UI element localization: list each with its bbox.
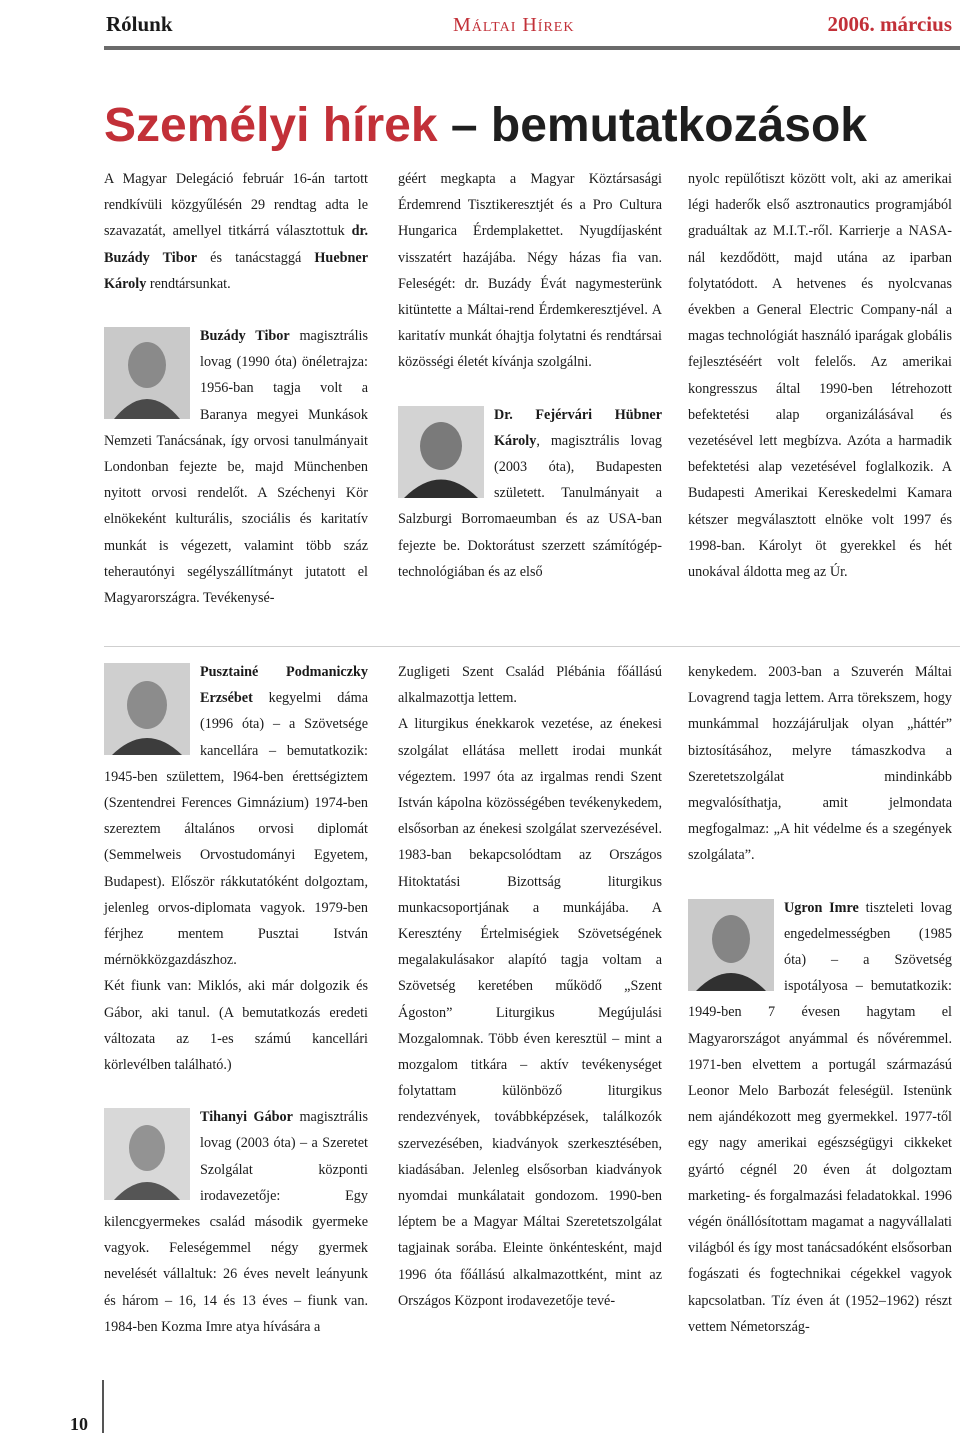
portrait-photo-ugron	[688, 899, 774, 991]
paragraph-continued: nyolc repülőtiszt között volt, aki az amerikai légi haderők első asztronautics programjából graduáltak az M.I.T.-ről. Karrierje a NASA-nál kezdődött, majd utána az iparban folytatódott. A hetvenes és nyolcvanas években a General Electric Company-nál a magas technológiát használó iparágak globális fejlesztéséért volt felelős. Az amerikai kongresszus által 1990-ben létrehozott befektetési alap organizálásával és vezetésével lett megbízva. Azóta a harmadik befektetési alap vezetésével foglalkozik. A Budapesti Amerikai Kereskedelmi Kamara kétszer megválasztott elnöke volt 1997 és 1998-ban. Károlyt öt gyerekkel és hét unokával áldotta meg az Úr.	[688, 171, 952, 581]
page-number: 10	[70, 1414, 88, 1433]
bio-text: kegyelmi dáma (1996 óta) – a Szövetsége kancellára – bemutatkozik: 1945-ben születtem, l964-ben érettségiztem (Szentendrei Ferences Gimnázium) 1974-ben szereztem általános orvosi diplomát (Semmelweis Orvostudományi Egyetem, Budapest). Először rákkutatóként dolgoztam, jelenleg orvos-diplomata vagyok. 1979-ben férjhez mentem Pusztai István mérnökközgazdászhoz.	[104, 690, 368, 969]
intro-name-2: Huebner Károly	[104, 249, 368, 292]
title-part-2: – bemutatkozások	[437, 99, 867, 152]
paragraph-continued: Zugligeti Szent Család Plébánia főállású alkalmazottja lettem.	[398, 664, 662, 707]
bottom-column-3	[688, 659, 952, 1340]
intro-text-2: és tanácstaggá	[197, 249, 315, 266]
article-title	[104, 98, 867, 153]
intro-name-1: dr. Buzády Tibor	[104, 223, 368, 266]
top-column-1	[104, 166, 368, 611]
footer-rule-vertical	[102, 1380, 104, 1433]
paragraph: A liturgikus énekkarok vezetése, az énekesi szolgálat ellátása mellett irodai munkát végeztem. 1997 óta az irgalmas rendi Szent István kápolna közösségében tevékenykedem, elsősorban az énekesi szolgálat szervezésével. 1983-ban bekapcsolódtam az Országos Hitoktatási Bizottság liturgikus munkacsoportjának a munkájába. A Keresztény Értelmiségiek Szövetségének megalakulásakor alapító tagja voltam a Szövetség keretében működő „Szent Ágoston” Liturgikus Megújulási Mozgalomnak. Több éven keresztül – mint a mozgalom titkára – aktív tevékenységet folytattam különböző liturgikus rendezvények, továbbképzések, találkozók szervezésében, kiadványok szerkesztésében, kiadásában. Jelenleg elsősorban kiadványok nyomdai munkálatait gondozom. 1990-ben léptem be a Magyar Máltai Szeretetszolgálat tagjainak sorába. Eleinte önkéntesként, majd 1996 óta főállású alkalmazottként, mint az Országos Központ irodavezetője tevé-	[398, 716, 662, 1309]
bio-name: Tihanyi Gábor	[200, 1109, 293, 1126]
portrait-photo-tihanyi	[104, 1108, 190, 1200]
bottom-column-2	[398, 659, 662, 1314]
header-rule	[104, 46, 960, 50]
bio-text: , magisztrális lovag (2003 óta), Budapesten született. Tanulmányait a Salzburgi Borromaeumban és az USA-ban fejezte be. Doktorátust szerzett számítógép-technológiában és az első	[398, 432, 662, 580]
bio-text: tiszteleti lovag engedelmességben (1985 óta) – a Szövetség ispotályosa – bemutatkozik: 1949-ben 7 évesen hagytam el Magyarországot anyámmal és nővéremmel. 1971-ben elvettem a portugál származású Leonor Melo Barbozát feleségül. Istenünk nem ajándékozott meg gyermekkel. 1977-től egy nagy amerikai egészségügyi cikkeket gyártó cégnél 20 éven át dolgoztam marketing- és forgalmazási feladatokkal. 1996 végén önállósítottam magamat a nagyvállalati világból és így most tanácsadóként elsősorban fogászati és fogtechnikai cégekkel vagyok kapcsolatban. Tíz éven át (1952–1962) részt vettem Németország-	[688, 899, 952, 1335]
top-column-3	[688, 166, 952, 585]
paragraph-continued: kenykedem. 2003-ban a Szuverén Máltai Lovagrend tagja lettem. Arra törekszem, hogy munkámmal hozzájáruljak olyan „háttér” biztosításához, melyre támaszkodva a Szeretetszolgálat mindinkább megvalósíthatja, amit jelmondata megfogalmaz: „A hit védelme és a szegények szolgálata”.	[688, 664, 952, 864]
bio-name: Buzády Tibor	[200, 328, 290, 345]
portrait-photo-buzady	[104, 327, 190, 419]
bio-name: Pusztainé Podmaniczky Erzsébet	[200, 664, 368, 707]
intro-text: A Magyar Delegáció február 16-án tartott rendkívüli közgyűlésén 29 rendtag adta le szavazatát, amellyel titkárrá választottuk	[104, 171, 368, 240]
magazine-name: Máltai Hírek	[453, 14, 575, 36]
portrait-icon	[104, 1108, 190, 1200]
intro-text-3: rendtársunkat.	[146, 275, 231, 292]
paragraph-continued: géért megkapta a Magyar Köztársasági Érdemrend Tisztikeresztjét és a Pro Cultura Hungarica Érdemplakettet. Nyugdíjasként visszatért hazájába. Négy házas fia van. Feleségét: dr. Buzády Évát nagymesterünk kitüntette a Máltai-rend Érdemkeresztjével. A karitatív munkát óhajtja folytatni és rendtársai közösségi életét kívánja szolgálni.	[398, 171, 662, 371]
portrait-photo-hubner	[398, 406, 484, 498]
page-header	[104, 0, 960, 52]
bio-text-continued: Két fiunk van: Miklós, aki már dolgozik és Gábor, aki tanul. (A bemutatkozás eredeti változata az 1-es számú kancellári körlevélben található.)	[104, 978, 368, 1074]
portrait-icon	[104, 327, 190, 419]
portrait-icon	[104, 663, 190, 755]
bio-name: Dr. Fejérvári Hübner Károly	[494, 406, 662, 449]
portrait-photo-podmaniczky	[104, 663, 190, 755]
title-part-1: Személyi hírek	[104, 99, 438, 152]
bottom-column-1	[104, 659, 368, 1340]
portrait-icon	[688, 899, 774, 991]
section-label: Rólunk	[106, 12, 173, 36]
portrait-icon	[398, 406, 484, 498]
bio-text: magisztrális lovag (2003 óta) – a Szeretet Szolgálat központi irodavezetője: Egy kilencgyermekes család második gyermeke vagyok. Feleségemmel négy gyermek nevelését vállaltuk: 26 éves nevelt leányunk és három – 16, 14 és 13 éves – fiunk van. 1984-ben Kozma Imre atya hívására a	[104, 1109, 368, 1335]
bio-text: magisztrális lovag (1990 óta) önéletrajza: 1956-ban tagja volt a Baranya megyei Munkások Nemzeti Tanácsának, így orvosi tanulmányait Londonban fejezte be, majd Münchenben nyitott orvosi rendelőt. A Széchenyi Kör elnökeként kulturális, szociális és karitatív munkát is végezett, valamint több száz teherautónyi segélyszállítmányt jutatott el Magyarországra. Tevékenysé-	[104, 328, 368, 607]
section-divider	[104, 646, 960, 647]
bio-name: Ugron Imre	[784, 899, 859, 916]
top-column-2	[398, 166, 662, 585]
issue-date: 2006. március	[827, 12, 952, 36]
intro-paragraph	[104, 166, 368, 297]
